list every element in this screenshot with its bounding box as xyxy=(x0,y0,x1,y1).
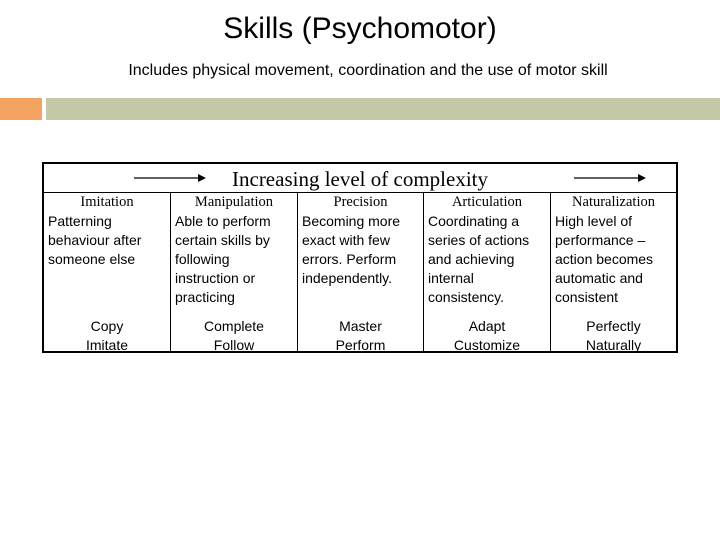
column-verbs xyxy=(44,317,170,355)
arrow-right-icon xyxy=(574,172,646,184)
slide-title: Skills (Psychomotor) xyxy=(223,12,497,45)
column-verbs xyxy=(551,317,676,355)
accent-bar-orange xyxy=(0,98,42,120)
verb: Perform xyxy=(335,337,386,353)
table-header-text: Increasing level of complexity xyxy=(232,167,488,191)
column-description: Able to perform certain skills by following instruction or practicing xyxy=(175,213,271,305)
column-description: Patterning behaviour after someone else xyxy=(48,213,142,267)
column-articulation xyxy=(424,193,550,353)
column-manipulation xyxy=(171,193,297,353)
complexity-table xyxy=(42,162,678,353)
column-heading: Imitation xyxy=(80,194,134,210)
column-verbs xyxy=(424,317,550,355)
column-heading: Manipulation xyxy=(194,194,274,210)
verb: Adapt xyxy=(468,318,506,334)
table-header-row xyxy=(44,164,676,193)
column-description: Coordinating a series of actions and achieving internal consistency. xyxy=(428,213,530,305)
verb: Perfectly xyxy=(586,318,641,334)
verb: Naturally xyxy=(585,337,642,353)
column-verbs xyxy=(171,317,297,355)
column-description: Becoming more exact with few errors. Perform independently. xyxy=(302,213,401,286)
column-description: High level of performance – action becomes automatic and consistent xyxy=(555,213,654,305)
verb: Copy xyxy=(90,318,124,334)
verb: Imitate xyxy=(85,337,128,353)
column-precision xyxy=(298,193,423,353)
column-naturalization xyxy=(551,193,676,353)
verb: Follow xyxy=(213,337,255,353)
slide-subtitle: Includes physical movement, coordination and the use of motor skill xyxy=(128,62,608,79)
column-heading: Articulation xyxy=(451,194,523,210)
column-imitation xyxy=(44,193,170,353)
verb: Customize xyxy=(453,337,521,353)
column-heading: Precision xyxy=(333,194,388,210)
column-heading: Naturalization xyxy=(572,194,655,210)
verb: Master xyxy=(339,318,382,334)
column-verbs xyxy=(298,317,423,355)
verb: Complete xyxy=(204,318,264,334)
accent-bar-olive xyxy=(46,98,720,120)
